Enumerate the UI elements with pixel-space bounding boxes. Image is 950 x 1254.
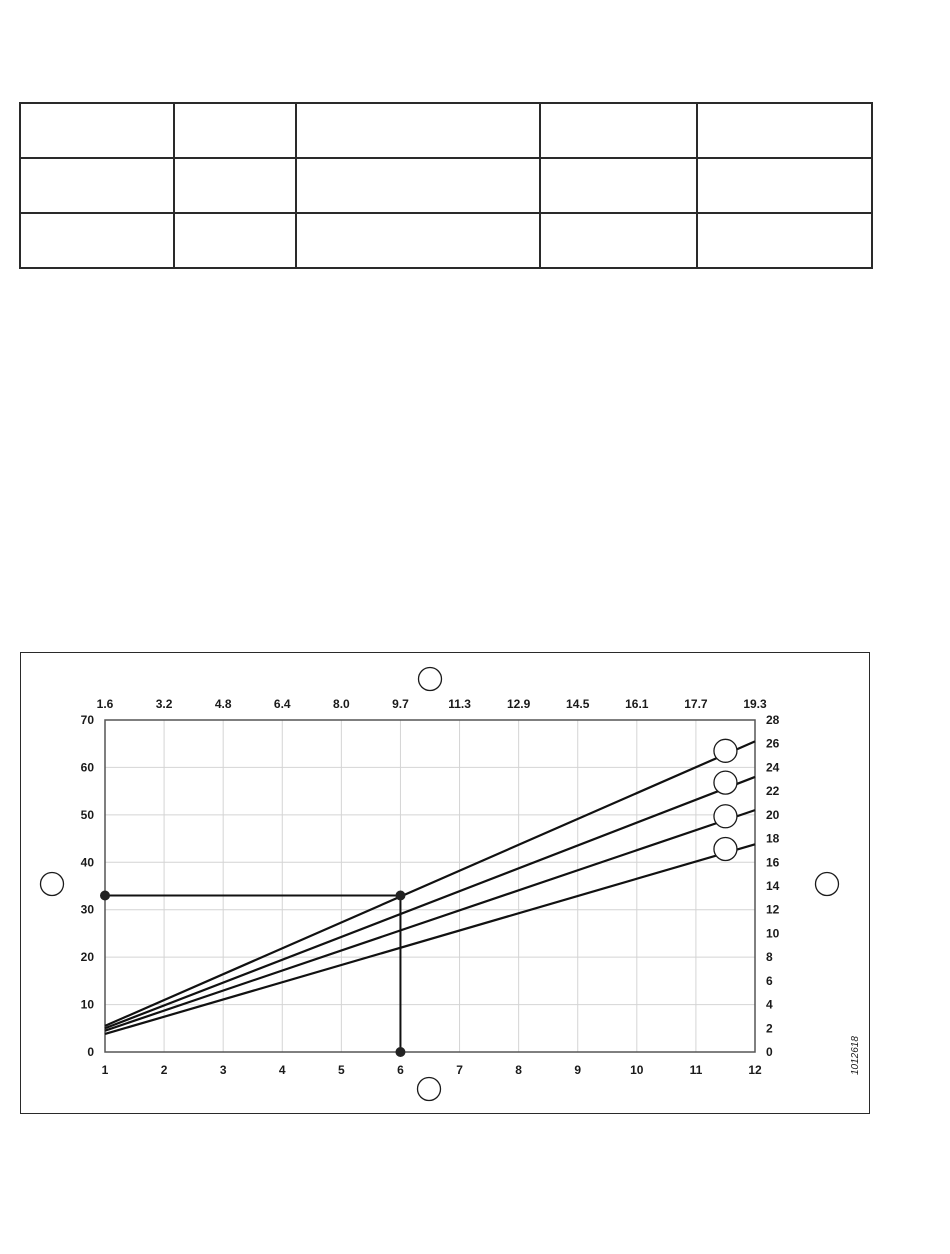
x-bottom-tick-label: 10 xyxy=(630,1063,644,1077)
table-cell xyxy=(174,213,296,268)
table-cell xyxy=(296,158,540,213)
x-top-tick-label: 6.4 xyxy=(273,697,291,711)
x-top-tick-label: 19.3 xyxy=(743,697,767,711)
callout-left-axis xyxy=(41,873,64,896)
table-cell xyxy=(174,103,296,158)
y-right-tick-label: 22 xyxy=(766,784,780,799)
series-line-1 xyxy=(105,741,755,1026)
y-left-tick-label: 60 xyxy=(80,760,94,775)
x-top-tick-label: 12.9 xyxy=(506,697,531,711)
series-callout-3 xyxy=(714,805,737,828)
table-cell xyxy=(296,213,540,268)
x-bottom-tick-label: 8 xyxy=(515,1063,522,1077)
y-right-tick-label: 14 xyxy=(766,879,780,893)
y-right-tick-label: 8 xyxy=(766,950,773,965)
series-callout-1 xyxy=(714,739,737,762)
y-left-tick-label: 0 xyxy=(87,1045,94,1059)
series-callout-2 xyxy=(714,771,737,794)
gridlines xyxy=(105,720,755,1052)
y-right-tick-label: 16 xyxy=(766,855,780,870)
y-right-tick-label: 10 xyxy=(766,926,780,941)
y-right-tick-label: 4 xyxy=(766,997,773,1012)
chart-figure xyxy=(20,652,870,1114)
x-bottom-tick-label: 11 xyxy=(689,1063,703,1077)
x-bottom-tick-label: 5 xyxy=(338,1063,345,1077)
x-bottom-tick-label: 7 xyxy=(456,1063,463,1077)
example-point-bottom xyxy=(395,1047,405,1057)
y-left-tick-label: 50 xyxy=(80,807,94,822)
x-top-tick-label: 1.6 xyxy=(96,697,114,711)
table-cell xyxy=(20,213,174,268)
series-line-3 xyxy=(105,810,755,1031)
y-left-tick-label: 20 xyxy=(80,950,94,965)
x-bottom-tick-label: 9 xyxy=(574,1063,582,1077)
y-right-tick-label: 12 xyxy=(766,902,780,917)
plot-frame xyxy=(105,720,755,1052)
table-cell xyxy=(697,158,872,213)
y-right-tick-label: 6 xyxy=(766,973,773,988)
table-cell xyxy=(20,158,174,213)
x-bottom-tick-label: 12 xyxy=(748,1063,762,1077)
table-cell xyxy=(174,158,296,213)
callout-right-axis xyxy=(816,873,839,896)
x-bottom-tick-label: 4 xyxy=(278,1063,286,1077)
y-left-tick-label: 30 xyxy=(80,902,94,917)
callout-bottom-axis xyxy=(418,1078,441,1101)
table-cell xyxy=(20,103,174,158)
document-table xyxy=(19,102,873,269)
example-point-left xyxy=(100,890,110,900)
table-row xyxy=(20,213,872,268)
x-bottom-tick-label: 6 xyxy=(397,1063,404,1077)
x-top-tick-label: 17.7 xyxy=(684,697,708,711)
x-bottom-tick-label: 1 xyxy=(101,1063,109,1077)
x-top-tick-label: 3.2 xyxy=(155,697,173,711)
table-cell xyxy=(540,158,697,213)
y-right-tick-label: 18 xyxy=(766,831,780,846)
x-top-tick-label: 16.1 xyxy=(625,697,649,711)
x-bottom-tick-label: 2 xyxy=(160,1063,168,1077)
chart xyxy=(21,653,871,1115)
figure-id: 1012618 xyxy=(850,1036,861,1075)
x-top-tick-label: 11.3 xyxy=(448,697,471,711)
y-right-tick-label: 2 xyxy=(766,1021,773,1036)
y-right-tick-label: 28 xyxy=(766,713,780,727)
x-top-tick-label: 4.8 xyxy=(214,697,232,711)
x-top-tick-label: 9.7 xyxy=(392,697,409,711)
table-cell xyxy=(697,213,872,268)
y-right-tick-label: 0 xyxy=(766,1045,773,1059)
table-row xyxy=(20,158,872,213)
x-top-tick-label: 8.0 xyxy=(333,697,350,711)
example-point-intersection xyxy=(395,890,405,900)
callout-top-axis xyxy=(419,668,442,691)
y-left-tick-label: 10 xyxy=(80,997,94,1012)
series-callout-4 xyxy=(714,838,737,861)
table-cell xyxy=(296,103,540,158)
y-right-tick-label: 24 xyxy=(766,760,780,775)
series-line-4 xyxy=(105,844,755,1034)
table-cell xyxy=(697,103,872,158)
table-cell xyxy=(540,103,697,158)
y-right-tick-label: 20 xyxy=(766,807,780,822)
table-row xyxy=(20,103,872,158)
y-right-tick-label: 26 xyxy=(766,736,780,751)
table-cell xyxy=(540,213,697,268)
x-bottom-tick-label: 3 xyxy=(219,1063,227,1077)
y-left-tick-label: 70 xyxy=(80,713,94,727)
x-top-tick-label: 14.5 xyxy=(566,697,590,711)
y-left-tick-label: 40 xyxy=(80,855,94,870)
